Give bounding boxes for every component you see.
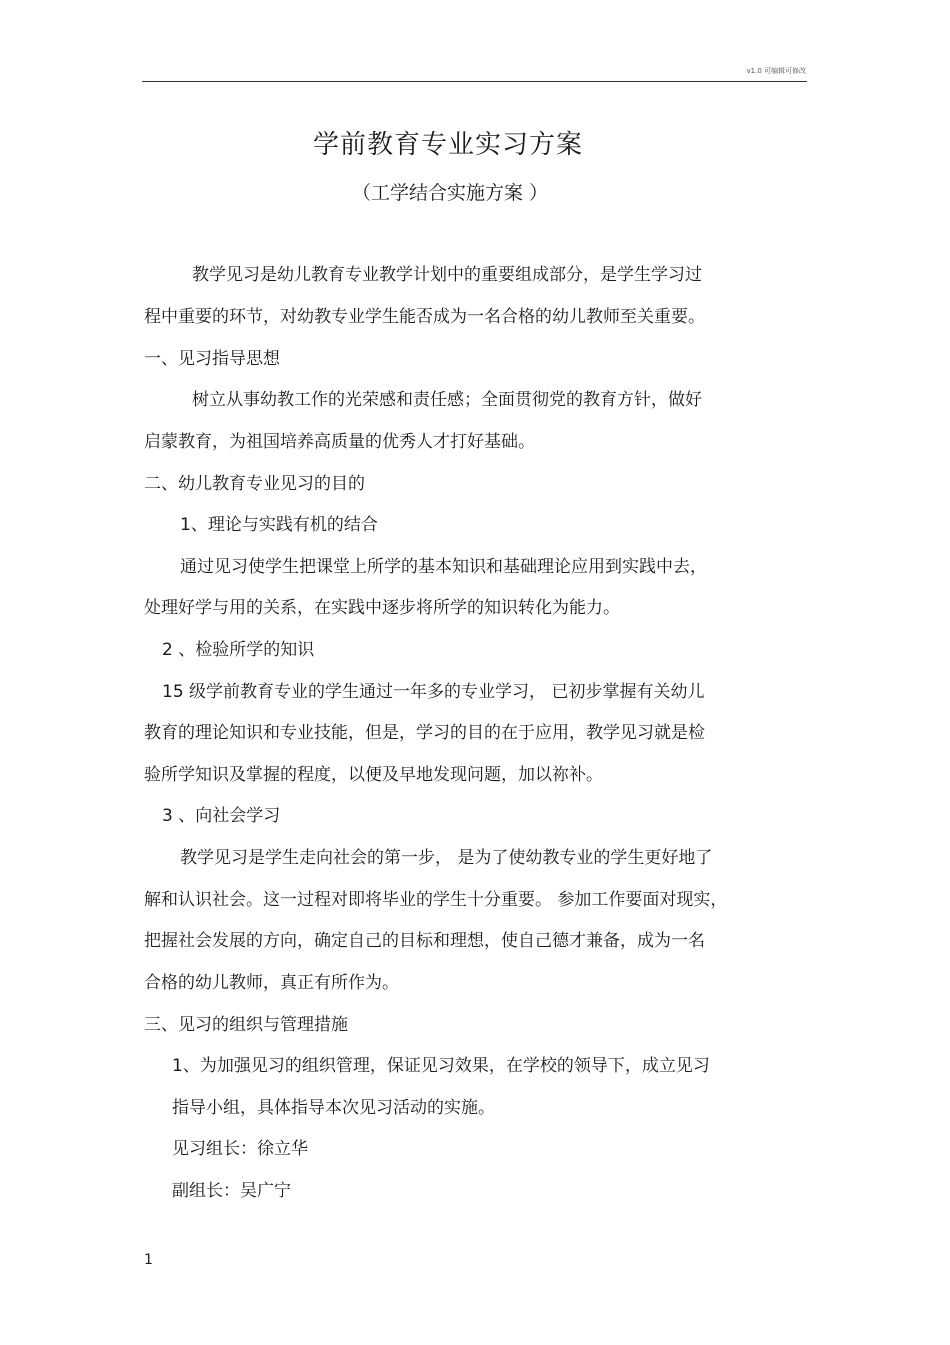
section-heading: 一、见习指导思想 (144, 349, 280, 369)
subsection-heading: 3 、向社会学习 (162, 806, 281, 826)
section-heading: 二、幼儿教育专业见习的目的 (144, 474, 365, 494)
paragraph-line: 程中重要的环节，对幼教专业学生能否成为一名合格的幼儿教师至关重要。 (144, 307, 705, 327)
header-version-note: v1.0 可编辑可修改 (746, 67, 806, 75)
document-subtitle: （工学结合实施方案 ） (351, 182, 549, 204)
paragraph-line: 教学见习是幼儿教育专业教学计划中的重要组成部分，是学生学习过 (192, 265, 702, 285)
paragraph-line: 把握社会发展的方向，确定自己的目标和理想，使自己德才兼备，成为一名 (144, 931, 705, 951)
deputy-leader-line: 副组长：吴广宁 (172, 1181, 291, 1201)
page-number: 1 (144, 1252, 153, 1268)
paragraph-line: 教学见习是学生走向社会的第一步， 是为了使幼教专业的学生更好地了 (180, 848, 713, 868)
paragraph-line: 树立从事幼教工作的光荣感和责任感；全面贯彻党的教育方针，做好 (192, 390, 702, 410)
paragraph-line: 指导小组，具体指导本次见习活动的实施。 (172, 1098, 495, 1118)
subsection-heading: 2 、检验所学的知识 (162, 640, 315, 660)
header-divider (142, 81, 807, 82)
paragraph-line: 教育的理论知识和专业技能，但是，学习的目的在于应用，教学见习就是检 (144, 723, 705, 743)
team-leader-line: 见习组长：徐立华 (172, 1139, 308, 1159)
paragraph-line: 1、为加强见习的组织管理，保证见习效果，在学校的领导下，成立见习 (172, 1056, 710, 1076)
paragraph-line: 验所学知识及掌握的程度，以便及早地发现问题，加以祢补。 (144, 765, 603, 785)
paragraph-line: 解和认识社会。这一过程对即将毕业的学生十分重要。 参加工作要面对现实， (144, 890, 728, 910)
paragraph-line: 处理好学与用的关系，在实践中逐步将所学的知识转化为能力。 (144, 598, 620, 618)
paragraph-line: 通过见习使学生把课堂上所学的基本知识和基础理论应用到实践中去， (180, 557, 707, 577)
document-title: 学前教育专业实习方案 (312, 130, 583, 160)
paragraph-line: 合格的幼儿教师，真正有所作为。 (144, 973, 399, 993)
paragraph-line: 15 级学前教育专业的学生通过一年多的专业学习， 已初步掌握有关幼儿 (162, 682, 705, 702)
section-heading: 三、见习的组织与管理措施 (144, 1015, 348, 1035)
paragraph-line: 启蒙教育，为祖国培养高质量的优秀人才打好基础。 (144, 432, 535, 452)
subsection-heading: 1、理论与实践有机的结合 (180, 515, 378, 535)
